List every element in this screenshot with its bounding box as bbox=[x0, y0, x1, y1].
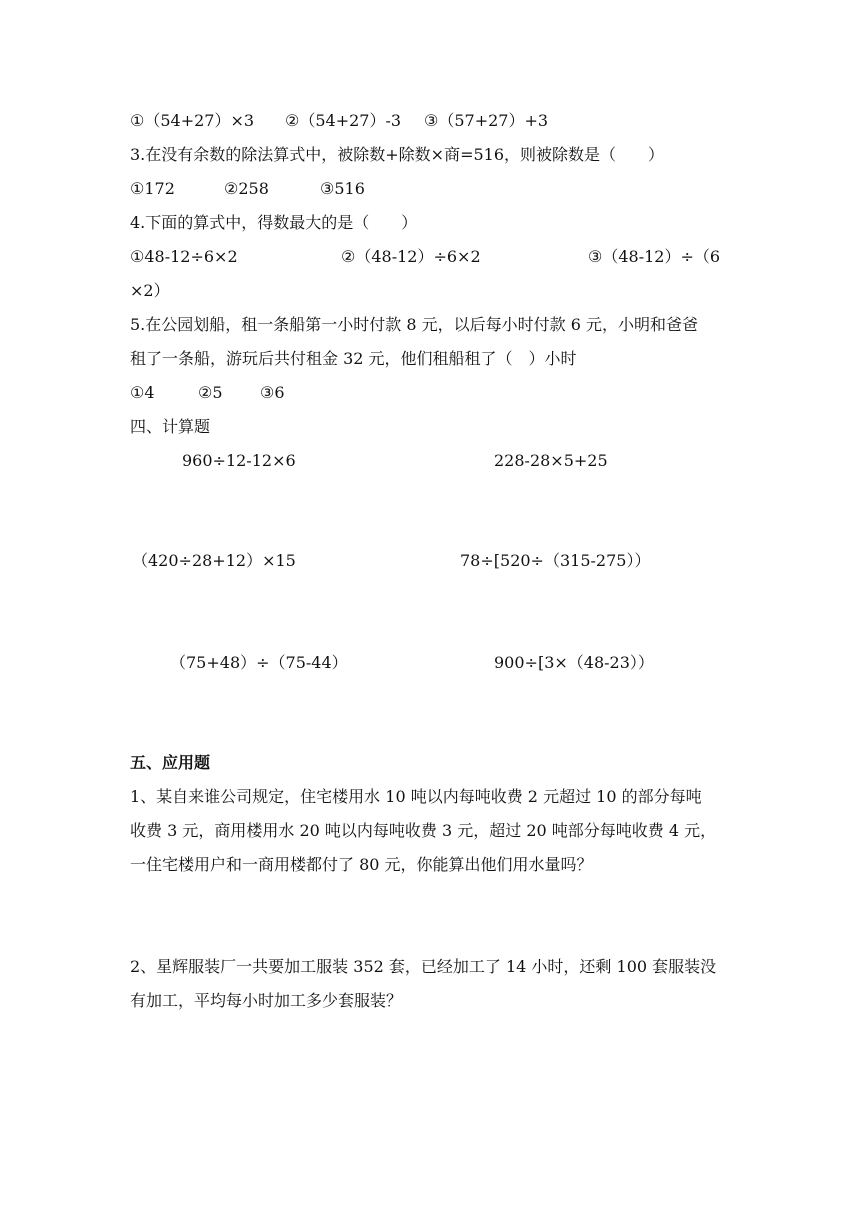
section-5-title: 五、应用题 bbox=[130, 753, 211, 772]
q3-option-3: ③516 bbox=[320, 179, 365, 198]
section-4-title: 四、计算题 bbox=[130, 417, 211, 436]
q2-option-1: ①（54+27）×3 bbox=[130, 111, 255, 130]
q4-option-3-continued: ×2） bbox=[130, 281, 170, 300]
q5-option-1: ①4 bbox=[130, 383, 155, 402]
problem-2-line-2: 有加工，平均每小时加工多少套服装？ bbox=[130, 991, 403, 1010]
calc-expression: 228-28×5+25 bbox=[494, 451, 608, 470]
calc-expression: 960÷12-12×6 bbox=[182, 451, 296, 470]
q3-option-1: ①172 bbox=[130, 179, 175, 198]
q2-option-3: ③（57+27）+3 bbox=[424, 111, 549, 130]
q2-option-2: ②（54+27）-3 bbox=[285, 111, 402, 130]
q4-stem: 4.下面的算式中，得数最大的是（ ） bbox=[130, 213, 418, 232]
q5-option-2: ②5 bbox=[198, 383, 223, 402]
calc-expression: 900÷[3×（48-23）） bbox=[494, 653, 654, 672]
q5-stem-line-1: 5.在公园划船，租一条船第一小时付款 8 元，以后每小时付款 6 元，小明和爸爸 bbox=[130, 315, 698, 334]
q4-option-3: ③（48-12）÷（6 bbox=[588, 247, 721, 266]
problem-1-line-3: 一住宅楼用户和一商用楼都付了 80 元，你能算出他们用水量吗？ bbox=[130, 855, 593, 874]
q4-option-1: ①48-12÷6×2 bbox=[130, 247, 238, 266]
calc-expression: （420÷28+12）×15 bbox=[132, 551, 296, 570]
calc-expression: 78÷[520÷（315-275）） bbox=[460, 551, 651, 570]
q3-option-2: ②258 bbox=[224, 179, 269, 198]
q3-stem: 3.在没有余数的除法算式中，被除数+除数×商=516，则被除数是（ ） bbox=[130, 145, 665, 164]
q4-option-2: ②（48-12）÷6×2 bbox=[341, 247, 481, 266]
problem-1-line-1: 1、某自来谁公司规定，住宅楼用水 10 吨以内每吨收费 2 元超过 10 的部分每吨 bbox=[130, 787, 702, 806]
q5-option-3: ③6 bbox=[260, 383, 285, 402]
problem-1-line-2: 收费 3 元，商用楼用水 20 吨以内每吨收费 3 元，超过 20 吨部分每吨收费 4 元， bbox=[130, 821, 717, 840]
q5-stem-line-2: 租了一条船，游玩后共付租金 32 元，他们租船租了（ ）小时 bbox=[130, 349, 577, 368]
problem-2-line-1: 2、星辉服装厂一共要加工服装 352 套，已经加工了 14 小时，还剩 100 套服装没 bbox=[130, 957, 717, 976]
calc-expression: （75+48）÷（75-44） bbox=[170, 653, 348, 672]
